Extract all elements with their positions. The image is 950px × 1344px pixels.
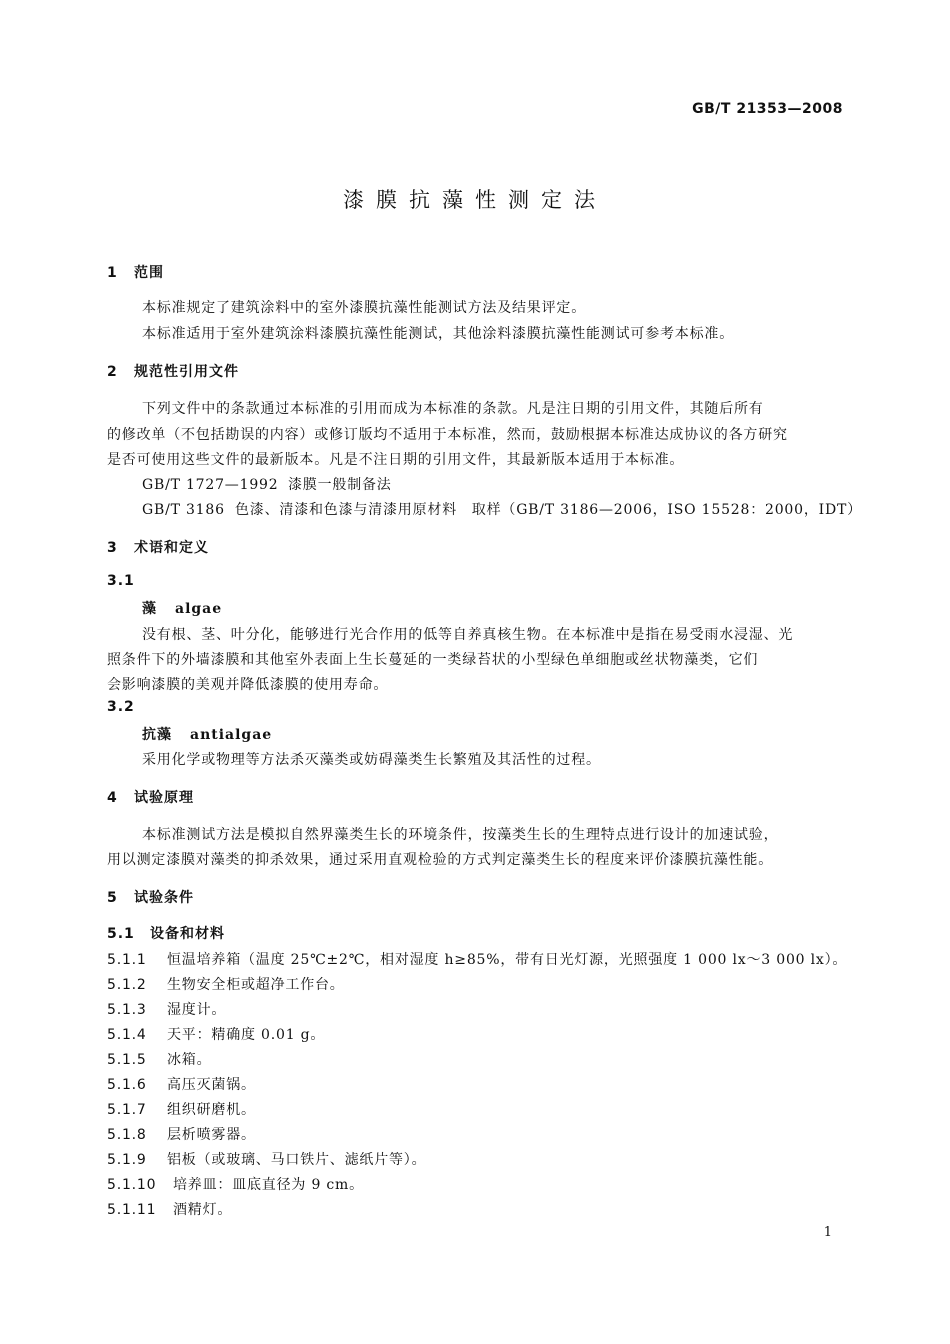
section-number: 4 <box>107 790 118 806</box>
section-3-heading <box>107 537 209 557</box>
reference-title: 色漆、清漆和色漆与清漆用原材料 取样（GB/T 3186—2006，ISO 15528：2000，IDT） <box>235 502 862 518</box>
item-text: 培养皿：皿底直径为 9 cm。 <box>173 1177 364 1193</box>
list-item <box>107 1174 364 1194</box>
term-cn: 抗藻 <box>142 727 172 743</box>
list-item <box>107 1049 211 1069</box>
reference-item <box>142 474 392 494</box>
term-en: antialgae <box>190 727 273 743</box>
item-number: 5.1.3 <box>107 1002 147 1018</box>
section-4-heading <box>107 787 194 807</box>
document-title: 漆膜抗藻性测定法 <box>343 188 607 212</box>
definition-line: 采用化学或物理等方法杀灭藻类或妨碍藻类生长繁殖及其活性的过程。 <box>142 752 601 768</box>
item-text: 生物安全柜或超净工作台。 <box>167 977 345 993</box>
definition-line: 照条件下的外墙漆膜和其他室外表面上生长蔓延的一类绿苔状的小型绿色单细胞或丝状物藻类，它们 <box>107 652 759 668</box>
list-item <box>107 999 226 1019</box>
term-entry <box>142 598 222 618</box>
section-title: 规范性引用文件 <box>134 364 239 380</box>
reference-code: GB/T 1727—1992 <box>142 477 279 493</box>
section-number: 5 <box>107 890 118 906</box>
item-number: 5.1.10 <box>107 1177 157 1193</box>
item-text: 冰箱。 <box>167 1052 212 1068</box>
item-number: 5.1.4 <box>107 1027 147 1043</box>
paragraph-line: 是否可使用这些文件的最新版本。凡是不注日期的引用文件，其最新版本适用于本标准。 <box>107 452 685 468</box>
section-number: 2 <box>107 364 118 380</box>
standard-code: GB/T 21353—2008 <box>692 101 843 117</box>
section-title: 范围 <box>134 265 164 281</box>
item-text: 恒温培养箱（温度 25℃±2℃，相对湿度 h≥85%，带有日光灯源，光照强度 1 000 lx～3 000 lx）。 <box>167 952 848 968</box>
section-1-heading <box>107 262 164 282</box>
item-number: 5.1.9 <box>107 1152 147 1168</box>
list-item <box>107 1024 325 1044</box>
term-cn: 藻 <box>142 601 157 617</box>
item-text: 酒精灯。 <box>173 1202 233 1218</box>
item-number: 5.1.5 <box>107 1052 147 1068</box>
subsection-5-1-heading <box>107 923 225 943</box>
section-5-heading <box>107 887 194 907</box>
page-number: 1 <box>823 1225 832 1240</box>
list-item <box>107 1199 232 1219</box>
list-item <box>107 1124 256 1144</box>
term-number: 3.2 <box>107 699 135 715</box>
paragraph-line: 用以测定漆膜对藻类的抑杀效果，通过采用直观检验的方式判定藻类生长的程度来评价漆膜抗藻性能。 <box>107 852 773 868</box>
item-text: 层析喷雾器。 <box>167 1127 256 1143</box>
section-title: 试验条件 <box>134 890 194 906</box>
reference-item <box>142 499 862 519</box>
reference-title: 漆膜一般制备法 <box>288 477 392 493</box>
item-number: 5.1.6 <box>107 1077 147 1093</box>
item-text: 天平：精确度 0.01 g。 <box>167 1027 326 1043</box>
section-title: 术语和定义 <box>134 540 209 556</box>
paragraph-line: 下列文件中的条款通过本标准的引用而成为本标准的条款。凡是注日期的引用文件，其随后所有 <box>142 401 764 417</box>
paragraph: 本标准规定了建筑涂料中的室外漆膜抗藻性能测试方法及结果评定。 <box>142 300 586 316</box>
item-number: 5.1.7 <box>107 1102 147 1118</box>
item-text: 高压灭菌锅。 <box>167 1077 256 1093</box>
section-2-heading <box>107 361 239 381</box>
list-item <box>107 1074 256 1094</box>
definition-line: 没有根、茎、叶分化，能够进行光合作用的低等自养真核生物。在本标准中是指在易受雨水浸湿、光 <box>142 627 794 643</box>
item-number: 5.1.2 <box>107 977 147 993</box>
section-title: 试验原理 <box>134 790 194 806</box>
list-item <box>107 949 847 969</box>
list-item <box>107 1099 256 1119</box>
paragraph-line: 的修改单（不包括勘误的内容）或修订版均不适用于本标准，然而，鼓励根据本标准达成协议的各方研究 <box>107 427 788 443</box>
section-number: 1 <box>107 265 118 281</box>
item-text: 组织研磨机。 <box>167 1102 256 1118</box>
section-number: 3 <box>107 540 118 556</box>
reference-code: GB/T 3186 <box>142 502 225 518</box>
term-en: algae <box>175 601 223 617</box>
list-item <box>107 974 345 994</box>
term-number: 3.1 <box>107 573 135 589</box>
paragraph-line: 本标准测试方法是模拟自然界藻类生长的环境条件，按藻类生长的生理特点进行设计的加速试验， <box>142 827 779 843</box>
subsection-title: 设备和材料 <box>150 926 225 942</box>
item-number: 5.1.8 <box>107 1127 147 1143</box>
list-item <box>107 1149 426 1169</box>
term-entry <box>142 724 272 744</box>
paragraph: 本标准适用于室外建筑涂料漆膜抗藻性能测试，其他涂料漆膜抗藻性能测试可参考本标准。 <box>142 326 734 342</box>
item-text: 铝板（或玻璃、马口铁片、滤纸片等）。 <box>167 1152 427 1168</box>
item-number: 5.1.1 <box>107 952 147 968</box>
item-text: 湿度计。 <box>167 1002 227 1018</box>
definition-line: 会影响漆膜的美观并降低漆膜的使用寿命。 <box>107 677 389 693</box>
subsection-number: 5.1 <box>107 926 135 942</box>
item-number: 5.1.11 <box>107 1202 157 1218</box>
